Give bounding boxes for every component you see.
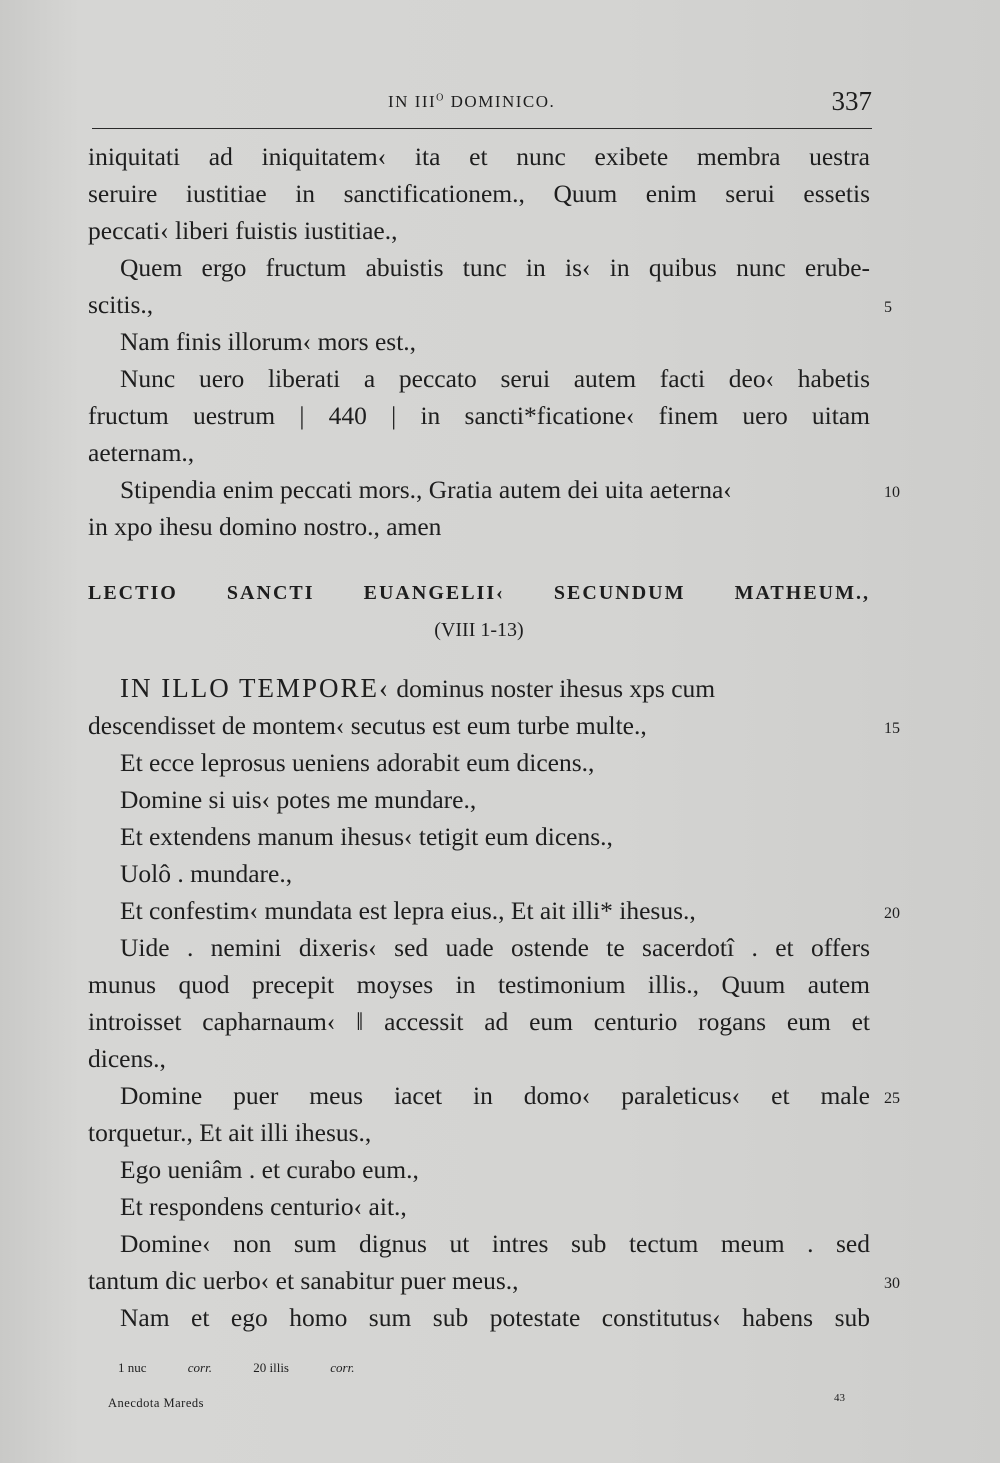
line-number: 5 [884, 299, 892, 316]
text-line-wrap [88, 1077, 900, 1114]
text-line: fructum uestrum | 440 | in sancti*ficatione‹ finem uero uitam [88, 401, 870, 430]
line-number: 25 [884, 1090, 900, 1107]
line-number: 15 [884, 720, 900, 737]
footnote-ref: 1 nuc [118, 1360, 150, 1375]
text-line-wrap [88, 1262, 900, 1299]
text-line: dominus noster ihesus xps cum [389, 674, 716, 703]
section-heading: LECTIO SANCTI EUANGELII‹ SECUNDUM MATHEUM., [88, 582, 870, 604]
footnote-note: corr. [330, 1360, 355, 1375]
text-line: Et respondens centurio‹ ait., [120, 1192, 407, 1221]
text-line: Nam et ego homo sum sub potestate constitutus‹ habens sub [120, 1303, 870, 1332]
text-line: introisset capharnaum‹ ‖ accessit ad eum centurio rogans eum et [88, 1007, 870, 1036]
running-title-superscript: O [436, 92, 445, 104]
section-gap [88, 545, 870, 575]
text-line: Et confestim‹ mundata est lepra eius., Et ait illi* ihesus., [120, 896, 696, 925]
text-line: Stipendia enim peccati mors., Gratia autem dei uita aeterna‹ [120, 475, 732, 504]
printer-signature: Anecdota Mareds [108, 1396, 205, 1410]
sheet-number: 43 [834, 1392, 845, 1404]
running-title-text-end: DOMINICO. [444, 92, 556, 111]
section-gap [88, 652, 870, 670]
text-line: Uolô . mundare., [120, 859, 293, 888]
footnote-note: corr. [187, 1360, 212, 1375]
text-line: peccati‹ liberi fuistis iustitiae., [88, 216, 398, 245]
text-line: munus quod precepit moyses in testimonium illis., Quum autem [88, 970, 870, 999]
text-line: dicens., [88, 1044, 166, 1073]
footnotes [118, 1360, 392, 1376]
line-number: 20 [884, 905, 900, 922]
text-line: torquetur., Et ait illi ihesus., [88, 1118, 372, 1147]
footnote [118, 1360, 212, 1375]
section-subheading: (VIII 1-13) [434, 619, 524, 641]
text-line: Ego ueniâm . et curabo eum., [120, 1155, 419, 1184]
text-line: descendisset de montem‹ secutus est eum turbe multe., [88, 711, 647, 740]
text-line-wrap [88, 892, 900, 929]
text-line: seruire iustitiae in sanctificationem., Quum enim serui essetis [88, 179, 870, 208]
footnote-ref: 20 illis [253, 1360, 293, 1375]
text-line: Nunc uero liberati a peccato serui autem facti deo‹ habetis [120, 364, 870, 393]
running-title-text: IN III [388, 92, 437, 111]
text-line-wrap [88, 707, 900, 744]
line-number: 30 [884, 1275, 900, 1292]
text-line-wrap [88, 286, 892, 323]
text-line: Quem ergo fructum abuistis tunc in is‹ in quibus nunc erube- [120, 253, 870, 282]
text-line: Et extendens manum ihesus‹ tetigit eum dicens., [120, 822, 613, 851]
running-head [92, 88, 872, 129]
page-number: 337 [831, 86, 872, 116]
text-line: Et ecce leprosus ueniens adorabit eum dicens., [120, 748, 595, 777]
text-line: Uide . nemini dixeris‹ sed uade ostende te sacerdotî . et offers [120, 933, 870, 962]
line-number: 10 [884, 484, 900, 501]
text-line-wrap [88, 670, 870, 707]
text-line: Domine‹ non sum dignus ut intres sub tectum meum . sed [120, 1229, 870, 1258]
body-text [88, 138, 900, 1336]
text-line: Domine si uis‹ potes me mundare., [120, 785, 477, 814]
text-line-wrap [88, 471, 900, 508]
text-line: in xpo ihesu domino nostro., amen [88, 512, 442, 541]
text-line: iniquitati ad iniquitatem‹ ita et nunc exibete membra uestra [88, 142, 870, 171]
text-line: aeternam., [88, 438, 195, 467]
text-line: Domine puer meus iacet in domo‹ paraleticus‹ et male [120, 1081, 870, 1110]
text-line: Nam finis illorum‹ mors est., [120, 327, 417, 356]
running-title [388, 92, 555, 112]
text-line: tantum dic uerbo‹ et sanabitur puer meus., [88, 1266, 519, 1295]
footnote [253, 1360, 354, 1375]
opening-words: IN ILLO TEMPORE‹ [120, 673, 390, 703]
text-line: scitis., [88, 290, 154, 319]
